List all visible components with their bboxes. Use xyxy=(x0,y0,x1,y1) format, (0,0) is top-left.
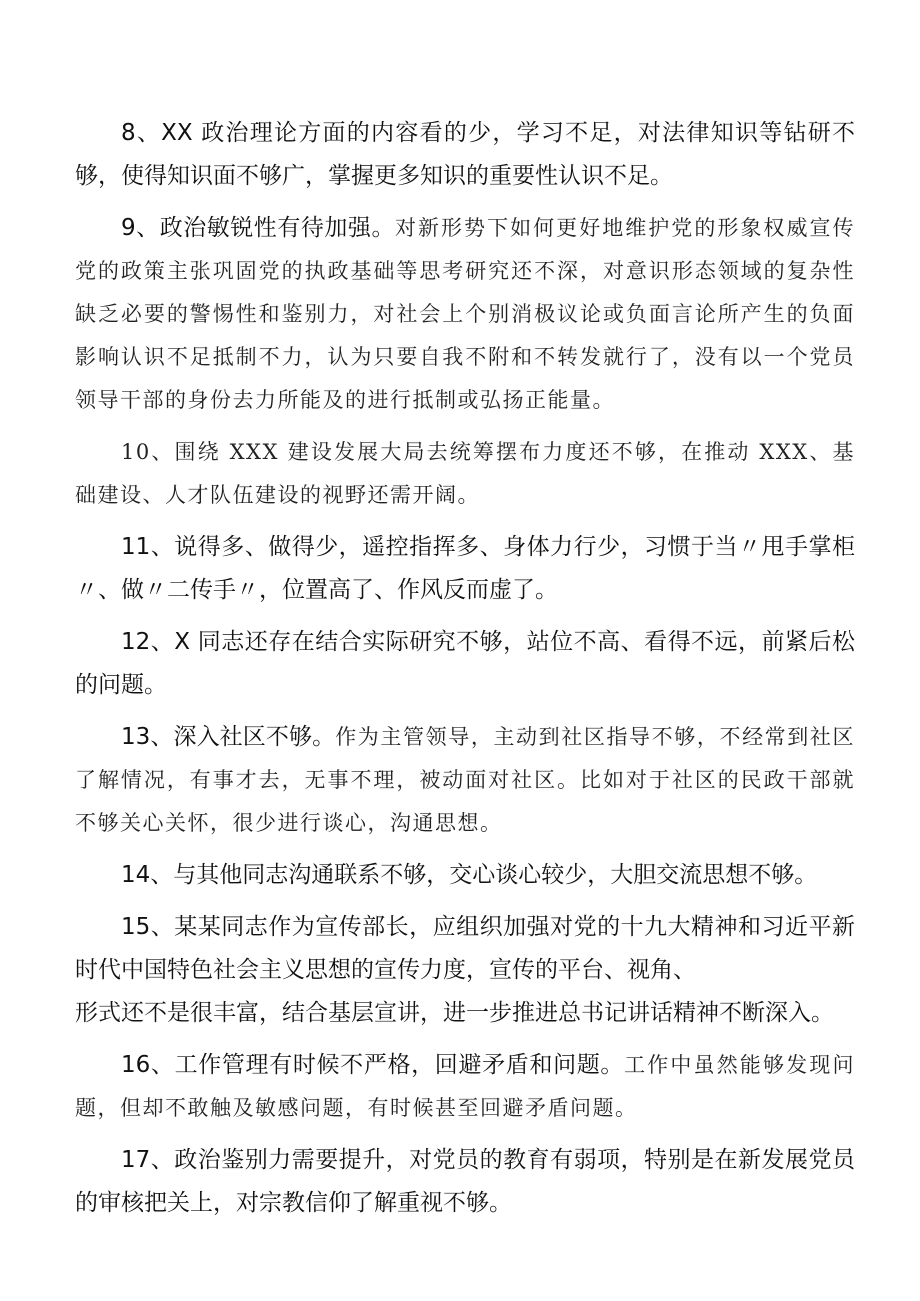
list-item xyxy=(75,207,855,422)
document-body xyxy=(75,112,855,1234)
item-heading: 16、工作管理有时候不严格，回避矛盾和问题。 xyxy=(121,1052,625,1078)
item-body: 10、围绕 XXX 建设发展大局去统筹摆布力度还不够，在推动 XXX、基础建设、人才队伍建设的视野还需开阔。 xyxy=(75,440,855,507)
list-item xyxy=(75,1044,855,1130)
list-item xyxy=(75,431,855,517)
item-heading: 15、某某同志作为宣传部长，应组织加强对党的十九大精神和习近平新时代中国特色社会主义思想的宣传力度，宣传的平台、视角、 xyxy=(75,914,855,983)
list-item xyxy=(75,854,855,897)
list-item xyxy=(75,1139,855,1225)
item-body: 对新形势下如何更好地维护党的形象权威宣传党的政策主张巩固党的执政基础等思考研究还不深，对意识形态领域的复杂性缺乏必要的警惕性和鉴别力，对社会上个别消极议论或负面言论所产生的负面影响认识不足抵制不力，认为只要自我不附和不转发就行了，没有以一个党员领导干部的身份去力所能及的进行抵制或弘扬正能量。 xyxy=(75,216,855,412)
item-text: 14、与其他同志沟通联系不够，交心谈心较少，大胆交流思想不够。 xyxy=(121,862,818,888)
item-text: 11、说得多、做得少，遥控指挥多、身体力行少，习惯于当〃甩手掌柜〃、做〃二传手〃，位置高了、作风反而虚了。 xyxy=(75,534,855,603)
item-heading: 9、政治敏锐性有待加强。 xyxy=(121,215,395,241)
item-text: 8、XX 政治理论方面的内容看的少，学习不足，对法律知识等钻研不够，使得知识面不够广，掌握更多知识的重要性认识不足。 xyxy=(75,120,855,189)
list-item xyxy=(75,112,855,198)
item-text: 17、政治鉴别力需要提升，对党员的教育有弱项，特别是在新发展党员的审核把关上，对宗教信仰了解重视不够。 xyxy=(75,1147,855,1216)
item-body: 工作中虽然能够发现问题，但却不敢触及敏感问题，有时候甚至回避矛盾问题。 xyxy=(75,1053,855,1120)
item-body: 形式还不是很丰富，结合基层宣讲，进一步推进总书记讲话精神不断深入。 xyxy=(75,1000,834,1026)
list-item xyxy=(75,526,855,612)
list-item xyxy=(75,906,855,1035)
list-item xyxy=(75,716,855,845)
item-heading: 13、深入社区不够。 xyxy=(121,724,336,750)
item-text: 12、X 同志还存在结合实际研究不够，站位不高、看得不远，前紧后松的问题。 xyxy=(75,629,855,698)
list-item xyxy=(75,621,855,707)
item-body: 作为主管领导，主动到社区指导不够，不经常到社区了解情况，有事才去，无事不理，被动面对社区。比如对于社区的民政干部就不够关心关怀，很少进行谈心，沟通思想。 xyxy=(75,725,855,835)
